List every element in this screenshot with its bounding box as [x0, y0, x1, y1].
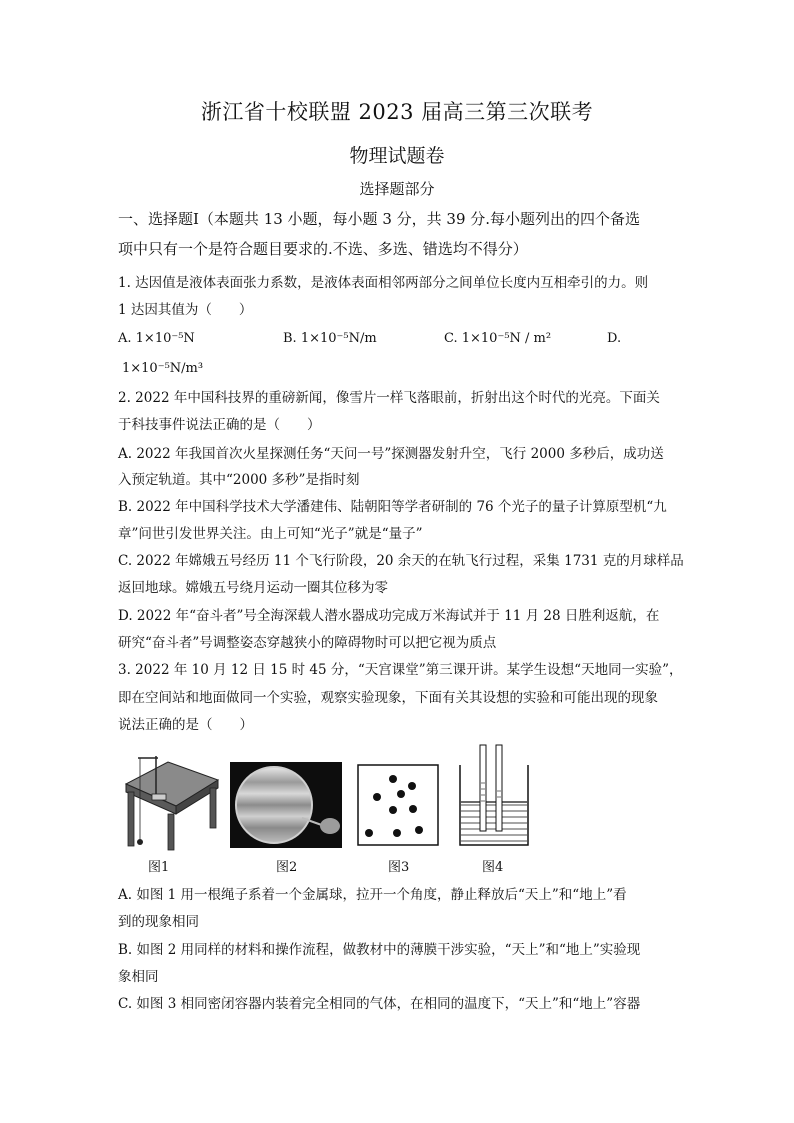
- figure-4-capillary-beaker: [456, 743, 532, 847]
- q2-option-c-line2: 返回地球。嫦娥五号绕月运动一圈其位移为零: [118, 580, 388, 596]
- figure-1-pendulum-table: [118, 748, 222, 852]
- section-heading-line2: 项中只有一个是符合题目要求的.不选、多选、错选均不得分）: [118, 240, 528, 258]
- section-heading-line1: 一、选择题Ⅰ（本题共 13 小题，每小题 3 分，共 39 分.每小题列出的四个备选: [118, 210, 641, 228]
- q3-option-a-line1: A. 如图 1 用一根绳子系着一个金属球，拉开一个角度，静止释放后“天上”和“地上”看: [118, 887, 627, 903]
- q1-option-c: C. 1×10⁻⁵N / m²: [444, 331, 552, 346]
- figure-4-caption: 图4: [482, 860, 504, 875]
- q1-stem-line1: 1. 达因值是液体表面张力系数，是液体表面相邻两部分之间单位长度内互相牵引的力。则: [118, 275, 649, 291]
- q2-option-b-line2: 章”问世引发世界关注。由上可知“光子”就是“量子”: [118, 526, 423, 542]
- q2-option-c-line1: C. 2022 年嫦娥五号经历 11 个飞行阶段，20 余天的在轨飞行过程，采集 1731 克的月球样品: [118, 553, 684, 569]
- q3-stem-line2: 即在空间站和地面做同一个实验，观察实验现象，下面有关其设想的实验和可能出现的现象: [118, 690, 658, 706]
- q3-option-c-line1: C. 如图 3 相同密闭容器内装着完全相同的气体，在相同的温度下，“天上”和“地上”容器: [118, 996, 641, 1012]
- q1-option-b: B. 1×10⁻⁵N/m: [283, 331, 377, 346]
- q2-stem-line2: 于科技事件说法正确的是（ ）: [118, 417, 321, 433]
- q1-option-a: A. 1×10⁻⁵N: [118, 331, 195, 346]
- exam-title: 浙江省十校联盟 2023 届高三第三次联考: [200, 100, 594, 124]
- q2-option-d-line2: 研究“奋斗者”号调整姿态穿越狭小的障碍物时可以把它视为质点: [118, 635, 497, 651]
- q3-stem-line3: 说法正确的是（ ）: [118, 717, 253, 733]
- q3-option-b-line1: B. 如图 2 用同样的材料和操作流程，做教材中的薄膜干涉实验，“天上”和“地上”实验现: [118, 942, 641, 958]
- figure-3-caption: 图3: [388, 860, 410, 875]
- q1-option-d-value: 1×10⁻⁵N/m³: [122, 361, 204, 376]
- q1-option-d: D.: [607, 331, 622, 346]
- figure-3-gas-particles: [357, 764, 439, 846]
- q3-stem-line1: 3. 2022 年 10 月 12 日 15 时 45 分，“天宫课堂”第三课开讲。某学生设想“天地同一实验”，: [118, 662, 683, 678]
- q2-option-d-line1: D. 2022 年“奋斗者”号全海深载人潜水器成功完成万米海试并于 11 月 28 日胜利返航，在: [118, 608, 660, 624]
- q1-stem-line2: 1 达因其值为（ ）: [118, 302, 253, 318]
- figure-2-caption: 图2: [276, 860, 298, 875]
- q2-option-a-line1: A. 2022 年我国首次火星探测任务“天问一号”探测器发射升空，飞行 2000 多秒后，成功送: [118, 446, 664, 462]
- figure-2-film-interference: [230, 762, 342, 848]
- q2-option-b-line1: B. 2022 年中国科学技术大学潘建伟、陆朝阳等学者研制的 76 个光子的量子计算原型机“九: [118, 499, 667, 515]
- figure-1-caption: 图1: [148, 860, 170, 875]
- exam-subtitle: 物理试题卷: [349, 145, 445, 167]
- q3-option-b-line2: 象相同: [118, 969, 159, 985]
- part-heading: 选择题部分: [359, 180, 435, 198]
- q3-option-a-line2: 到的现象相同: [118, 914, 199, 930]
- q2-option-a-line2: 入预定轨道。其中“2000 多秒”是指时刻: [118, 472, 360, 488]
- q2-stem-line1: 2. 2022 年中国科技界的重磅新闻，像雪片一样飞落眼前，折射出这个时代的光亮。下面关: [118, 390, 660, 406]
